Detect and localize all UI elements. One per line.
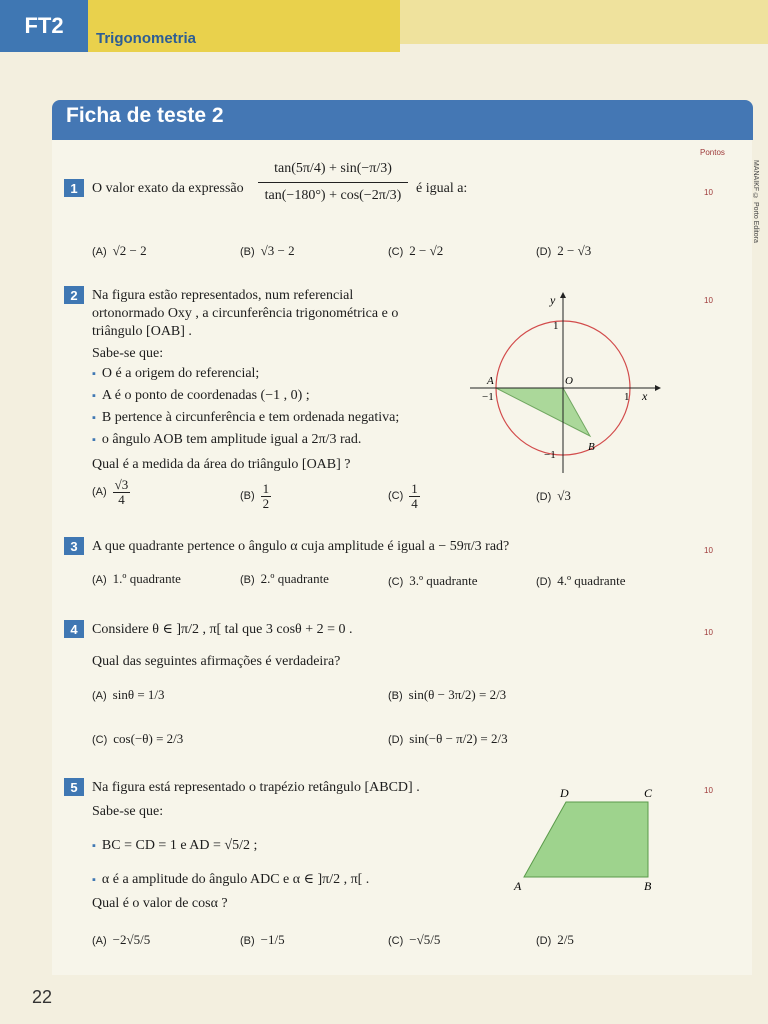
header-bar-faded: [400, 0, 768, 44]
option-label: (D): [536, 576, 552, 588]
fraction: [113, 478, 131, 507]
y-axis-arrow: [560, 292, 566, 298]
q5-option-d[interactable]: [536, 932, 574, 948]
q3-option-b[interactable]: [240, 571, 329, 587]
option-label: (A): [92, 935, 107, 947]
point-a-label: A: [487, 375, 494, 387]
q4-option-c[interactable]: [92, 731, 183, 747]
chapter-subject: Trigonometria: [96, 30, 197, 47]
question-number: 4: [64, 620, 84, 638]
option-value: 2 − √3: [557, 243, 592, 258]
option-label: (A): [92, 690, 107, 702]
option-value: √3: [557, 488, 571, 503]
vertex-a-label: A: [514, 879, 522, 893]
option-value: 1.º quadrante: [112, 571, 181, 586]
option-label: (C): [388, 490, 404, 503]
q2-intro-line: triângulo [OAB] .: [92, 324, 192, 339]
q4-option-b[interactable]: [388, 687, 506, 703]
point-o-label: O: [565, 375, 573, 387]
chapter-code: FT2: [0, 0, 88, 52]
x-label: x: [642, 389, 648, 403]
q4-question: Qual das seguintes afirmações é verdadeira?: [92, 654, 341, 669]
q2-conditions: [92, 363, 462, 451]
page-number: 22: [32, 987, 53, 1007]
option-value: sin(−θ − π/2) = 2/3: [409, 731, 508, 746]
q5-option-b[interactable]: [240, 932, 285, 948]
option-label: (C): [388, 246, 404, 258]
question-number: 3: [64, 537, 84, 555]
q5-condition: ▪ BC = CD = 1 e AD = √5/2 ;: [92, 829, 492, 863]
option-value: sinθ = 1/3: [112, 687, 165, 702]
q5-question: Qual é o valor de cosα ?: [92, 896, 228, 911]
q4-text: Considere θ ∈ ]π/2 , π[ tal que 3 cosθ + 2 = 0 .: [92, 622, 353, 637]
option-label: (D): [388, 734, 404, 746]
q1-denominator: tan(−180°) + cos(−2π/3): [264, 188, 402, 203]
q2-condition: ▪ O é a origem do referencial;: [92, 363, 462, 385]
option-label: (C): [388, 576, 404, 588]
q1-option-c[interactable]: [388, 243, 443, 259]
q2-condition: ▪ A é o ponto de coordenadas (−1 , 0) ;: [92, 385, 462, 407]
vertex-b-label: B: [644, 879, 652, 893]
denominator: 2: [262, 496, 270, 511]
option-label: (B): [240, 490, 255, 503]
point-b-label: B: [588, 441, 595, 453]
option-label: (D): [536, 935, 552, 947]
q2-sabe: Sabe-se que:: [92, 346, 164, 361]
numerator: √3: [114, 477, 129, 492]
x-axis-arrow: [655, 385, 661, 391]
trapezoid-abcd: [524, 802, 648, 877]
q5-condition: ▪ α é a amplitude do ângulo ADC e α ∈ ]π/2 , π[ .: [92, 863, 492, 897]
q5-option-c[interactable]: [388, 932, 440, 948]
q1-points: 10: [704, 188, 713, 197]
q2-condition: ▪ B pertence à circunferência e tem ordenada negativa;: [92, 407, 462, 429]
q5-points: 10: [704, 786, 713, 795]
q5-option-a[interactable]: [92, 932, 150, 948]
q4-option-d[interactable]: [388, 731, 508, 747]
q1-expression: [258, 160, 408, 205]
q1-text-a: O valor exato da expressão: [92, 181, 244, 196]
q2-intro-line: Na figura estão representados, num referencial: [92, 288, 354, 303]
vertex-d-label: D: [560, 786, 569, 800]
tick-1-y: 1: [553, 320, 559, 332]
question-number: 5: [64, 778, 84, 796]
numerator: 1: [411, 481, 418, 496]
tick-minus1-x: −1: [482, 391, 494, 403]
q2-option-c[interactable]: [388, 482, 420, 511]
option-value: 2 − √2: [409, 243, 444, 258]
option-label: (C): [92, 734, 108, 746]
denominator: 4: [118, 492, 125, 507]
option-label: (C): [388, 935, 404, 947]
q1-text-b: é igual a:: [416, 181, 468, 196]
q2-option-a[interactable]: [92, 478, 130, 507]
option-value: 2.º quadrante: [260, 571, 329, 586]
fraction: [261, 482, 272, 511]
page-title: Ficha de teste 2: [66, 104, 224, 127]
q2-points: 10: [704, 296, 713, 305]
q3-text: A que quadrante pertence o ângulo α cuja amplitude é igual a − 59π/3 rad?: [92, 539, 510, 554]
q1-option-b[interactable]: [240, 243, 295, 259]
y-label: y: [550, 293, 556, 307]
q5-conditions: [92, 829, 492, 897]
option-label: (B): [240, 935, 255, 947]
q1-option-a[interactable]: [92, 243, 147, 259]
q3-points: 10: [704, 546, 713, 555]
q5-sabe: Sabe-se que:: [92, 804, 164, 819]
q1-option-d[interactable]: [536, 243, 591, 259]
option-value: −2√5/5: [112, 932, 151, 947]
option-value: 2/5: [557, 932, 574, 947]
tick-1-x: 1: [624, 391, 630, 403]
question-number: 1: [64, 179, 84, 197]
denominator: 4: [411, 496, 418, 511]
q2-option-b[interactable]: [240, 482, 271, 511]
option-label: (B): [240, 574, 255, 586]
q2-figure: [470, 288, 670, 478]
q5-figure: [510, 782, 670, 897]
q3-option-a[interactable]: [92, 571, 181, 587]
option-value: sin(θ − 3π/2) = 2/3: [408, 687, 507, 702]
option-value: −√5/5: [409, 932, 441, 947]
option-label: (D): [536, 491, 552, 503]
option-value: 3.º quadrante: [409, 573, 478, 588]
option-label: (A): [92, 246, 107, 258]
q4-option-a[interactable]: [92, 687, 165, 703]
option-label: (A): [92, 574, 107, 586]
q4-points: 10: [704, 628, 713, 637]
q2-condition: ▪ o ângulo AOB tem amplitude igual a 2π/3 rad.: [92, 429, 462, 451]
numerator: 1: [262, 481, 270, 496]
option-value: cos(−θ) = 2/3: [113, 731, 184, 746]
option-label: (B): [388, 690, 403, 702]
option-label: (B): [240, 246, 255, 258]
option-value: −1/5: [260, 932, 285, 947]
q2-option-d[interactable]: [536, 488, 571, 504]
q3-option-d[interactable]: [536, 573, 626, 589]
q2-intro-line: ortonormado Oxy , a circunferência trigonométrica e o: [92, 306, 399, 321]
q3-option-c[interactable]: [388, 573, 478, 589]
option-value: √2 − 2: [112, 243, 147, 258]
fraction: [409, 482, 420, 511]
option-value: √3 − 2: [260, 243, 295, 258]
q1-numerator: tan(5π/4) + sin(−π/3): [258, 160, 408, 183]
points-header: Pontos: [700, 148, 725, 157]
side-note: MANAIKF © Porto Editora: [752, 160, 759, 243]
q2-question: Qual é a medida da área do triângulo [OAB] ?: [92, 457, 351, 472]
option-label: (D): [536, 246, 552, 258]
q2-intro: [92, 287, 462, 341]
vertex-c-label: C: [644, 786, 653, 800]
tick-minus1-y: −1: [544, 449, 556, 461]
option-value: 4.º quadrante: [557, 573, 626, 588]
q5-intro: Na figura está representado o trapézio retângulo [ABCD] .: [92, 780, 420, 795]
question-number: 2: [64, 286, 84, 304]
option-label: (A): [92, 486, 107, 499]
